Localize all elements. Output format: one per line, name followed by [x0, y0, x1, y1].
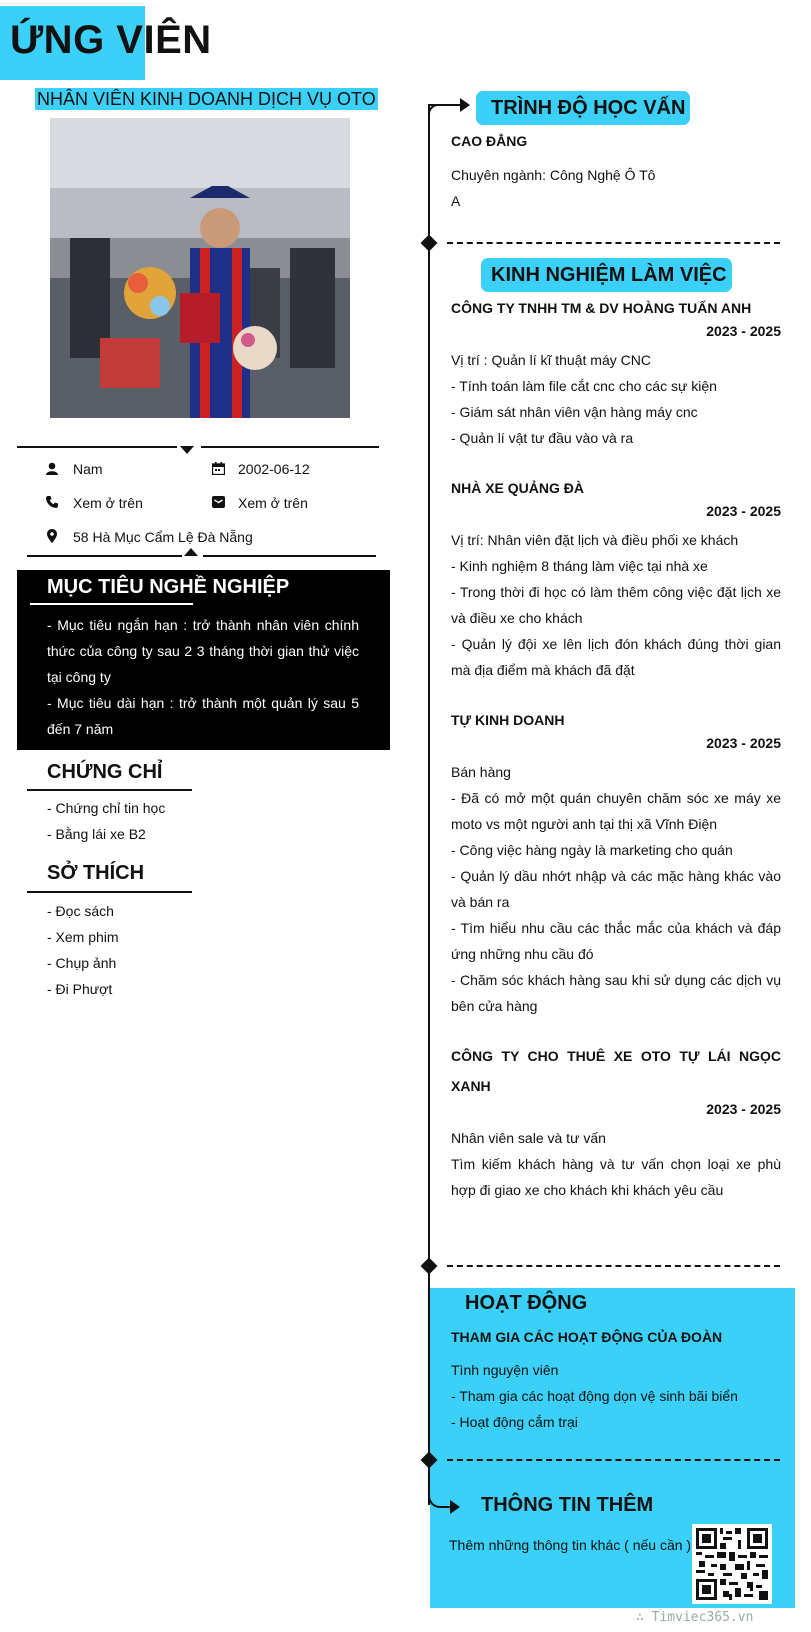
calendar-icon [210, 460, 226, 476]
job-line: - Đã có mở một quán chuyên chăm sóc xe máy xe moto vs một người anh tại thị xã Vĩnh Điện [451, 790, 781, 832]
job-description [451, 759, 781, 1019]
job-description [451, 527, 781, 683]
info-divider-arrow [180, 446, 194, 454]
career-goal-text [47, 612, 359, 742]
job-years: 2023 - 2025 [706, 1101, 781, 1117]
job-line: - Giám sát nhân viên vận hàng máy cnc [451, 404, 698, 420]
timeline-bottom-curve [428, 1480, 442, 1508]
phone-value: Xem ở trên [73, 495, 143, 511]
job-line: - Kinh nghiệm 8 tháng làm việc tại nhà xe [451, 558, 708, 574]
certificates-list [47, 795, 165, 847]
email-icon [210, 494, 226, 510]
career-goal-title: MỤC TIÊU NGHỀ NGHIỆP [47, 576, 290, 598]
hobbies-list [47, 898, 119, 1002]
list-item: - Đọc sách [47, 903, 114, 919]
email-value: Xem ở trên [238, 495, 308, 511]
experience-title: KINH NGHIỆM LÀM VIỆC [491, 264, 727, 286]
activities-title: HOẠT ĐỘNG [465, 1292, 588, 1314]
info-divider-bottom-left [27, 555, 182, 557]
education-title: TRÌNH ĐỘ HỌC VẤN [491, 97, 686, 119]
watermark: ∴ Timviec365.vn [636, 1610, 754, 1625]
info-divider-top-left [17, 446, 177, 448]
job-line: - Tìm hiểu nhu cầu các thắc mắc của khách và đáp ứng những nhu cầu đó [451, 920, 781, 962]
activity-line: - Tham gia các hoạt động dọn vệ sinh bãi biển [451, 1388, 738, 1404]
section-divider [447, 1459, 780, 1461]
job-description [451, 347, 781, 451]
education-line: A [451, 193, 461, 209]
job-line: Vị trí: Nhân viên đặt lịch và điều phối xe khách [451, 532, 739, 548]
job-item [451, 1041, 781, 1203]
job-years: 2023 - 2025 [706, 503, 781, 519]
job-line: - Quản lí vật tư đầu vào và ra [451, 430, 634, 446]
job-description [451, 1125, 781, 1203]
hobbies-underline [27, 891, 192, 893]
timeline-node [421, 1258, 438, 1275]
job-line: - Quản lý đội xe lên lịch đón khách đúng thời gian mà địa điểm mà khách đã đặt [451, 636, 781, 678]
goal-item: - Mục tiêu dài hạn : trở thành một quản lý sau 5 đến 7 năm [47, 695, 359, 737]
section-divider [447, 242, 780, 244]
activities-details [451, 1357, 781, 1435]
info-divider-top-right [201, 446, 379, 448]
education-school: CAO ĐẲNG [451, 133, 528, 149]
timeline-arrow-icon [460, 98, 470, 112]
timeline-line [428, 105, 430, 1505]
job-title: NHÂN VIÊN KINH DOANH DỊCH VỤ OTO [37, 89, 376, 109]
phone-icon [44, 494, 60, 510]
gender-value: Nam [73, 461, 103, 477]
certificates-underline [27, 789, 192, 791]
job-years: 2023 - 2025 [706, 735, 781, 751]
education-details [451, 162, 781, 214]
job-company: CÔNG TY TNHH TM & DV HOÀNG TUẤN ANH [451, 300, 752, 316]
certificates-title: CHỨNG CHỈ [47, 761, 163, 783]
job-company: NHÀ XE QUẢNG ĐÀ [451, 480, 585, 496]
timeline-curve [428, 104, 442, 118]
activity-line: Tình nguyện viên [451, 1362, 559, 1378]
job-years: 2023 - 2025 [706, 323, 781, 339]
list-item: - Chứng chỉ tin học [47, 800, 166, 816]
candidate-name: ỨNG VIÊN [10, 18, 212, 62]
job-company: TỰ KINH DOANH [451, 712, 565, 728]
extra-text: Thêm những thông tin khác ( nếu cần ) [449, 1537, 692, 1553]
address-value: 58 Hà Mục Cẩm Lệ Đà Nẵng [73, 529, 253, 545]
section-divider [447, 1265, 780, 1267]
avatar-photo [50, 118, 350, 418]
education-line: Chuyên ngành: Công Nghệ Ô Tô [451, 167, 656, 183]
timeline-end-arrow-icon [450, 1500, 460, 1514]
job-line: - Chăm sóc khách hàng sau khi sử dụng các dịch vụ bên cửa hàng [451, 972, 781, 1014]
goal-item: - Mục tiêu ngắn hạn : trở thành nhân viên chính thức của công ty sau 2 3 tháng thời gian thử việc tại công ty [47, 617, 359, 685]
list-item: - Xem phim [47, 929, 119, 945]
list-item: - Đi Phượt [47, 981, 113, 997]
job-item [451, 293, 781, 451]
timeline-node [421, 235, 438, 252]
career-goal-underline [30, 603, 193, 605]
job-line: - Quản lý dầu nhớt nhập và các mặc hàng khác vào và bán ra [451, 868, 781, 910]
info-divider-bottom-arrow [184, 548, 198, 556]
extra-title: THÔNG TIN THÊM [481, 1494, 654, 1516]
job-line: Bán hàng [451, 764, 511, 780]
activity-line: - Hoạt động cắm trại [451, 1414, 578, 1430]
list-item: - Bằng lái xe B2 [47, 826, 146, 842]
activities-org: THAM GIA CÁC HOẠT ĐỘNG CỦA ĐOÀN [451, 1329, 723, 1345]
job-line: - Công việc hàng ngày là marketing cho quán [451, 842, 733, 858]
experience-list [451, 293, 781, 1203]
user-icon [44, 460, 60, 476]
info-divider-bottom-right [203, 555, 376, 557]
qr-code-icon [692, 1524, 772, 1604]
job-item [451, 705, 781, 1019]
job-company: CÔNG TY CHO THUÊ XE OTO TỰ LÁI NGỌC XANH [451, 1048, 781, 1094]
birthday-value: 2002-06-12 [238, 461, 310, 477]
job-line: Nhân viên sale và tư vấn [451, 1130, 606, 1146]
list-item: - Chụp ảnh [47, 955, 117, 971]
job-line: Vị trí : Quản lí kĩ thuật máy CNC [451, 352, 651, 368]
job-line: - Trong thời đi học có làm thêm công việc đặt lịch xe và điều xe cho khách [451, 584, 781, 626]
job-item [451, 473, 781, 683]
hobbies-title: SỞ THÍCH [47, 862, 145, 884]
job-line: - Tính toán làm file cắt cnc cho các sự kiện [451, 378, 717, 394]
map-marker-icon [44, 528, 60, 544]
job-line: Tìm kiếm khách hàng và tư vấn chọn loại xe phù hợp đi giao xe cho khách khi khách yêu cầu [451, 1156, 781, 1198]
